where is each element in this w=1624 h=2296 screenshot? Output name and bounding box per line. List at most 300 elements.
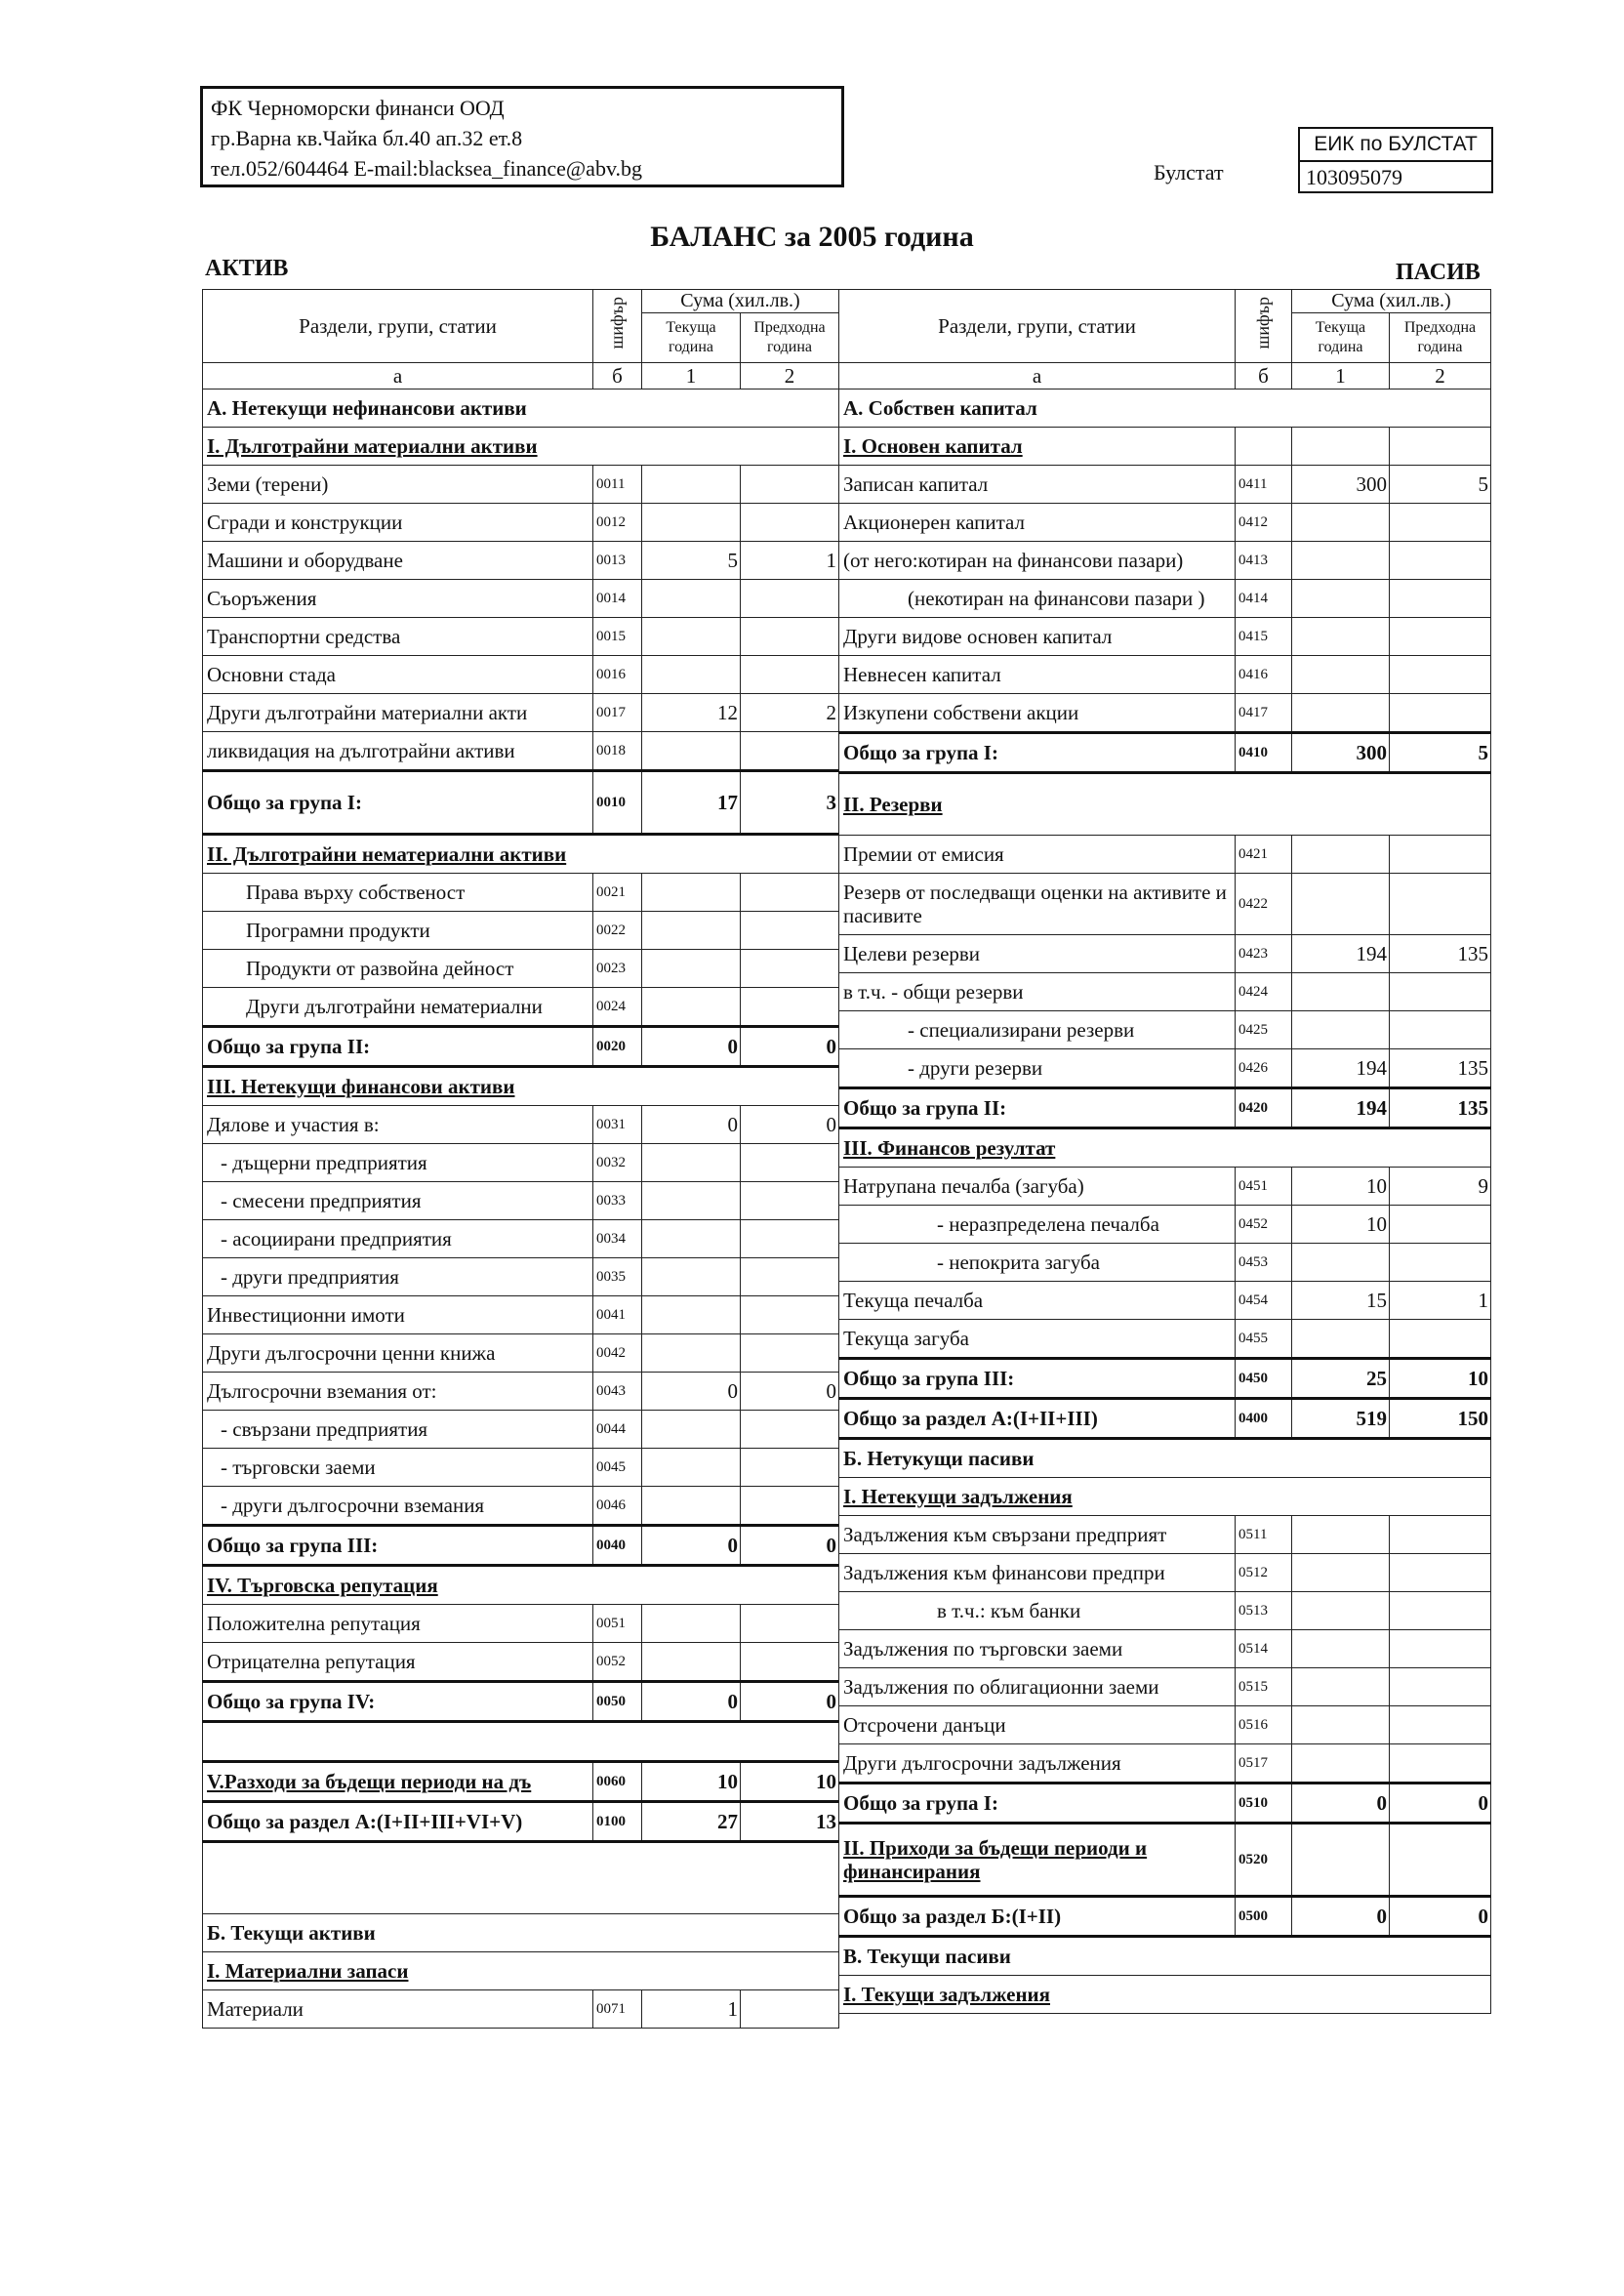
pasiv-row-label: Задължения по облигационни заеми <box>839 1668 1236 1706</box>
pasiv-row-label: Други дългосрочни задължения <box>839 1744 1236 1784</box>
pasiv-row-label: Натрупана печалба (загуба) <box>839 1168 1236 1206</box>
pasiv-row-current <box>1292 618 1390 656</box>
aktiv-row-label: V.Разходи за бъдещи периоди на дъ <box>203 1762 593 1802</box>
aktiv-row <box>203 1952 839 1990</box>
pasiv-row-code: 0415 <box>1236 618 1292 656</box>
pasiv-row <box>839 1784 1491 1824</box>
aktiv-row <box>203 1258 839 1296</box>
aktiv-row-previous <box>741 912 839 950</box>
aktiv-row-code: 0031 <box>593 1106 642 1144</box>
aktiv-row-label: Други дълготрайни нематериални <box>203 988 593 1027</box>
pasiv-row-previous: 0 <box>1390 1784 1491 1824</box>
pasiv-row <box>839 1668 1491 1706</box>
pasiv-row-code: 0455 <box>1236 1320 1292 1359</box>
aktiv-row-label: Дялове и участия в: <box>203 1106 593 1144</box>
pasiv-row-current: 10 <box>1292 1206 1390 1244</box>
aktiv-row-code: 0033 <box>593 1182 642 1220</box>
pasiv-row <box>839 1744 1491 1784</box>
aktiv-row <box>203 1182 839 1220</box>
aktiv-row <box>203 1566 839 1605</box>
aktiv-row <box>203 466 839 504</box>
aktiv-row <box>203 771 839 835</box>
pasiv-row-label: Записан капитал <box>839 466 1236 504</box>
aktiv-row-previous <box>741 1182 839 1220</box>
pasiv-row-label: Задължения към финансови предпри <box>839 1554 1236 1592</box>
pasiv-row-label: А. Собствен капитал <box>839 390 1491 428</box>
aktiv-row-code: 0046 <box>593 1487 642 1526</box>
pasiv-row-previous <box>1390 1011 1491 1049</box>
aktiv-row <box>203 1067 839 1106</box>
pasiv-row-previous <box>1390 1320 1491 1359</box>
pasiv-row-previous <box>1390 1244 1491 1282</box>
aktiv-row <box>203 988 839 1027</box>
aktiv-row-current: 1 <box>642 1990 741 2029</box>
pasiv-row-current <box>1292 580 1390 618</box>
aktiv-row-label: Общо за група I: <box>203 771 593 835</box>
pasiv-row-label: Задължения към свързани предприят <box>839 1516 1236 1554</box>
aktiv-row-previous <box>741 1487 839 1526</box>
pasiv-row <box>839 836 1491 874</box>
aktiv-row-code: 0034 <box>593 1220 642 1258</box>
aktiv-row-current <box>642 912 741 950</box>
pasiv-row-current: 194 <box>1292 1049 1390 1088</box>
pasiv-row-previous <box>1390 1668 1491 1706</box>
aktiv-row-code: 0050 <box>593 1682 642 1722</box>
aktiv-row <box>203 1762 839 1802</box>
pasiv-row-current <box>1292 1668 1390 1706</box>
pasiv-row-code: 0424 <box>1236 973 1292 1011</box>
pasiv-row-label: В. Текущи пасиви <box>839 1937 1491 1976</box>
pasiv-col-sections: Раздели, групи, статии <box>839 290 1236 363</box>
aktiv-row-current <box>642 1411 741 1449</box>
pasiv-row <box>839 1439 1491 1478</box>
aktiv-row-code: 0012 <box>593 504 642 542</box>
aktiv-row-label: Транспортни средства <box>203 618 593 656</box>
pasiv-row-label: Невнесен капитал <box>839 656 1236 694</box>
pasiv-row-label: (некотиран на финансови пазари ) <box>839 580 1236 618</box>
aktiv-row-current: 27 <box>642 1802 741 1842</box>
aktiv-row <box>203 1526 839 1566</box>
pasiv-row-previous: 150 <box>1390 1399 1491 1439</box>
pasiv-row <box>839 935 1491 973</box>
pasiv-row-label: Отсрочени данъци <box>839 1706 1236 1744</box>
aktiv-row <box>203 950 839 988</box>
aktiv-row-current <box>642 1643 741 1682</box>
aktiv-row-previous <box>741 1296 839 1334</box>
pasiv-row-label: (от него:котиран на финансови пазари) <box>839 542 1236 580</box>
aktiv-row-previous: 13 <box>741 1802 839 1842</box>
pasiv-col-code: шифър <box>1236 290 1292 363</box>
aktiv-row-code: 0022 <box>593 912 642 950</box>
pasiv-row-previous <box>1390 1630 1491 1668</box>
pasiv-row-code: 0516 <box>1236 1706 1292 1744</box>
aktiv-row <box>203 835 839 874</box>
aktiv-col-sum: Сума (хил.лв.) <box>642 290 839 313</box>
pasiv-row <box>839 1630 1491 1668</box>
aktiv-row-previous <box>741 580 839 618</box>
aktiv-row-previous <box>741 656 839 694</box>
pasiv-row-previous <box>1390 973 1491 1011</box>
pasiv-row-code: 0511 <box>1236 1516 1292 1554</box>
company-address: гр.Варна кв.Чайка бл.40 ап.32 ет.8 <box>211 126 523 150</box>
aktiv-row-code: 0043 <box>593 1373 642 1411</box>
aktiv-row-current: 12 <box>642 694 741 732</box>
aktiv-row <box>203 428 839 466</box>
pasiv-row-current <box>1292 836 1390 874</box>
aktiv-row-label: Продукти от развойна дейност <box>203 950 593 988</box>
aktiv-row <box>203 1643 839 1682</box>
pasiv-row-current <box>1292 973 1390 1011</box>
aktiv-row <box>203 1220 839 1258</box>
pasiv-col-current: Текуща година <box>1292 313 1390 363</box>
aktiv-row-current <box>642 466 741 504</box>
aktiv-row-current: 17 <box>642 771 741 835</box>
pasiv-row-code: 0426 <box>1236 1049 1292 1088</box>
pasiv-row <box>839 1554 1491 1592</box>
aktiv-row-label: Програмни продукти <box>203 912 593 950</box>
pasiv-row-current <box>1292 1320 1390 1359</box>
pasiv-row-current: 519 <box>1292 1399 1390 1439</box>
aktiv-row-label: Инвестиционни имоти <box>203 1296 593 1334</box>
pasiv-row-code: 0422 <box>1236 874 1292 935</box>
aktiv-row-code: 0071 <box>593 1990 642 2029</box>
pasiv-row <box>839 1049 1491 1088</box>
pasiv-row-label: I. Нетекущи задължения <box>839 1478 1491 1516</box>
pasiv-row <box>839 973 1491 1011</box>
pasiv-row-current: 300 <box>1292 466 1390 504</box>
pasiv-row-current <box>1292 1011 1390 1049</box>
aktiv-row-label: Положителна репутация <box>203 1605 593 1643</box>
aktiv-row-label: Отрицателна репутация <box>203 1643 593 1682</box>
aktiv-row-current <box>642 656 741 694</box>
aktiv-row-label: - други дългосрочни вземания <box>203 1487 593 1526</box>
aktiv-row-code: 0013 <box>593 542 642 580</box>
bulstat-number: 103095079 <box>1306 165 1402 189</box>
aktiv-row-code: 0011 <box>593 466 642 504</box>
pasiv-row <box>839 1824 1491 1897</box>
aktiv-row-label: I. Дълготрайни материални активи <box>203 428 839 466</box>
pasiv-row-previous: 135 <box>1390 1049 1491 1088</box>
pasiv-row-code: 0450 <box>1236 1359 1292 1399</box>
pasiv-row-code: 0417 <box>1236 694 1292 733</box>
pasiv-row-current <box>1292 656 1390 694</box>
aktiv-row-current <box>642 1605 741 1643</box>
aktiv-row-current <box>642 504 741 542</box>
pasiv-row-label: Акционерен капитал <box>839 504 1236 542</box>
aktiv-row-label: Общо за раздел А:(I+II+III+VI+V) <box>203 1802 593 1842</box>
aktiv-row-previous <box>741 1334 839 1373</box>
pasiv-row-code: 0421 <box>1236 836 1292 874</box>
aktiv-row-code: 0023 <box>593 950 642 988</box>
aktiv-row-label: Земи (терени) <box>203 466 593 504</box>
aktiv-row <box>203 874 839 912</box>
pasiv-row <box>839 1399 1491 1439</box>
pasiv-row-current <box>1292 504 1390 542</box>
aktiv-row-label: Съоръжения <box>203 580 593 618</box>
company-name: ФК Черноморски финанси ООД <box>211 96 505 120</box>
pasiv-row-label: II. Приходи за бъдещи периоди и финансирания <box>839 1824 1236 1897</box>
aktiv-row <box>203 542 839 580</box>
pasiv-row-label: III. Финансов резултат <box>839 1128 1491 1168</box>
aktiv-row-label: Сгради и конструкции <box>203 504 593 542</box>
aktiv-row-label: Основни стада <box>203 656 593 694</box>
pasiv-row-code: 0500 <box>1236 1897 1292 1937</box>
aktiv-row-label: - дъщерни предприятия <box>203 1144 593 1182</box>
pasiv-row-label: Изкупени собствени акции <box>839 694 1236 733</box>
pasiv-row-label: Резерв от последващи оценки на активите и пасивите <box>839 874 1236 935</box>
pasiv-label: ПАСИВ <box>1396 260 1481 285</box>
pasiv-row <box>839 1976 1491 2014</box>
pasiv-row <box>839 773 1491 836</box>
aktiv-row <box>203 1411 839 1449</box>
aktiv-row-label: - други предприятия <box>203 1258 593 1296</box>
aktiv-col-code: шифър <box>593 290 642 363</box>
aktiv-row-current <box>642 1487 741 1526</box>
aktiv-row-previous: 3 <box>741 771 839 835</box>
aktiv-row <box>203 1914 839 1952</box>
pasiv-row <box>839 618 1491 656</box>
aktiv-row-label: III. Нетекущи финансови активи <box>203 1067 839 1106</box>
pasiv-row <box>839 542 1491 580</box>
pasiv-row-label: Общо за раздел Б:(I+II) <box>839 1897 1236 1937</box>
aktiv-row-label: Други дългосрочни ценни книжа <box>203 1334 593 1373</box>
pasiv-row-label: Общо за група I: <box>839 733 1236 773</box>
pasiv-row-code: 0510 <box>1236 1784 1292 1824</box>
aktiv-row-previous <box>741 988 839 1027</box>
pasiv-row-current <box>1292 1706 1390 1744</box>
pasiv-row-current: 15 <box>1292 1282 1390 1320</box>
aktiv-row <box>203 1842 839 1914</box>
pasiv-row-previous: 135 <box>1390 1088 1491 1128</box>
pasiv-row-previous <box>1390 618 1491 656</box>
pasiv-row-current <box>1292 1824 1390 1897</box>
aktiv-row <box>203 1990 839 2029</box>
aktiv-row <box>203 1802 839 1842</box>
pasiv-row-code: 0451 <box>1236 1168 1292 1206</box>
pasiv-row-label: II. Резерви <box>839 773 1491 836</box>
pasiv-row-code: 0513 <box>1236 1592 1292 1630</box>
pasiv-row-previous: 1 <box>1390 1282 1491 1320</box>
pasiv-row-label: Общо за група III: <box>839 1359 1236 1399</box>
pasiv-row <box>839 1206 1491 1244</box>
pasiv-row-previous: 0 <box>1390 1897 1491 1937</box>
pasiv-row-code: 0425 <box>1236 1011 1292 1049</box>
pasiv-row-previous <box>1390 694 1491 733</box>
bulstat-box <box>1298 127 1493 193</box>
pasiv-row-current: 194 <box>1292 935 1390 973</box>
aktiv-row-label: Права върху собственост <box>203 874 593 912</box>
pasiv-row-current: 194 <box>1292 1088 1390 1128</box>
pasiv-row-label: в т.ч.: към банки <box>839 1592 1236 1630</box>
aktiv-row <box>203 656 839 694</box>
pasiv-row <box>839 466 1491 504</box>
pasiv-row <box>839 1592 1491 1630</box>
pasiv-row <box>839 694 1491 733</box>
bulstat-header: ЕИК по БУЛСТАТ <box>1300 129 1491 162</box>
pasiv-row <box>839 1897 1491 1937</box>
aktiv-row-code: 0051 <box>593 1605 642 1643</box>
aktiv-row-label: Материали <box>203 1990 593 2029</box>
pasiv-row <box>839 733 1491 773</box>
aktiv-row <box>203 694 839 732</box>
aktiv-row-code: 0017 <box>593 694 642 732</box>
aktiv-row-previous <box>741 1449 839 1487</box>
pasiv-row <box>839 504 1491 542</box>
pasiv-row-previous <box>1390 1744 1491 1784</box>
aktiv-col-previous: Предходна година <box>741 313 839 363</box>
pasiv-row-label: Целеви резерви <box>839 935 1236 973</box>
aktiv-row <box>203 1605 839 1643</box>
pasiv-row-previous <box>1390 1706 1491 1744</box>
pasiv-row-current <box>1292 1516 1390 1554</box>
pasiv-row-label: Текуща загуба <box>839 1320 1236 1359</box>
aktiv-row-current: 5 <box>642 542 741 580</box>
aktiv-row-label: Общо за група II: <box>203 1027 593 1067</box>
aktiv-row-current <box>642 580 741 618</box>
aktiv-row-label: II. Дълготрайни нематериални активи <box>203 835 839 874</box>
aktiv-row-label <box>203 1722 839 1762</box>
pasiv-row-previous <box>1390 874 1491 935</box>
aktiv-row <box>203 912 839 950</box>
pasiv-row-label: - специализирани резерви <box>839 1011 1236 1049</box>
pasiv-row-current <box>1292 1592 1390 1630</box>
aktiv-row-current: 0 <box>642 1027 741 1067</box>
aktiv-row-current <box>642 1144 741 1182</box>
aktiv-row-previous <box>741 504 839 542</box>
aktiv-row-previous <box>741 466 839 504</box>
aktiv-col-current: Текуща година <box>642 313 741 363</box>
pasiv-row-current: 10 <box>1292 1168 1390 1206</box>
aktiv-row-code: 0016 <box>593 656 642 694</box>
aktiv-row <box>203 618 839 656</box>
pasiv-row-code: 0452 <box>1236 1206 1292 1244</box>
aktiv-row <box>203 1722 839 1762</box>
aktiv-row-previous <box>741 1220 839 1258</box>
pasiv-row-code: 0512 <box>1236 1554 1292 1592</box>
pasiv-row-previous: 135 <box>1390 935 1491 973</box>
aktiv-row <box>203 1487 839 1526</box>
pasiv-row-code: 0454 <box>1236 1282 1292 1320</box>
document-title: БАЛАНС за 2005 година <box>650 221 974 253</box>
aktiv-row-code: 0040 <box>593 1526 642 1566</box>
aktiv-row-previous: 0 <box>741 1106 839 1144</box>
pasiv-row-label: Б. Нетукущи пасиви <box>839 1439 1491 1478</box>
aktiv-row <box>203 1334 839 1373</box>
aktiv-row <box>203 580 839 618</box>
aktiv-col-sections: Раздели, групи, статии <box>203 290 593 363</box>
pasiv-row <box>839 1128 1491 1168</box>
pasiv-row <box>839 428 1491 466</box>
pasiv-row <box>839 580 1491 618</box>
aktiv-row <box>203 1027 839 1067</box>
pasiv-row-code: 0412 <box>1236 504 1292 542</box>
pasiv-row-current <box>1292 1244 1390 1282</box>
pasiv-header-row <box>839 290 1491 313</box>
bulstat-label: Булстат <box>1154 160 1224 184</box>
pasiv-row <box>839 1937 1491 1976</box>
aktiv-row-current <box>642 1296 741 1334</box>
pasiv-row-previous <box>1390 542 1491 580</box>
aktiv-row <box>203 732 839 771</box>
aktiv-row-code: 0042 <box>593 1334 642 1373</box>
pasiv-row-code: 0400 <box>1236 1399 1292 1439</box>
pasiv-row-current <box>1292 694 1390 733</box>
aktiv-row-current <box>642 950 741 988</box>
aktiv-row-current <box>642 732 741 771</box>
pasiv-row-previous <box>1390 1554 1491 1592</box>
aktiv-row <box>203 1144 839 1182</box>
pasiv-row-current: 0 <box>1292 1784 1390 1824</box>
pasiv-row-previous: 9 <box>1390 1168 1491 1206</box>
aktiv-row-previous <box>741 874 839 912</box>
pasiv-row-previous <box>1390 1824 1491 1897</box>
aktiv-row-previous: 0 <box>741 1373 839 1411</box>
pasiv-col-previous: Предходна година <box>1390 313 1491 363</box>
pasiv-row-code: 0520 <box>1236 1824 1292 1897</box>
aktiv-row-code: 0024 <box>593 988 642 1027</box>
aktiv-row-current: 10 <box>642 1762 741 1802</box>
pasiv-row-code: 0411 <box>1236 466 1292 504</box>
pasiv-row-current <box>1292 1744 1390 1784</box>
company-contact: тел.052/604464 E-mail:blacksea_finance@abv.bg <box>211 156 643 181</box>
pasiv-row-previous <box>1390 580 1491 618</box>
pasiv-row-current <box>1292 1630 1390 1668</box>
aktiv-row-code: 0035 <box>593 1258 642 1296</box>
pasiv-row-previous <box>1390 836 1491 874</box>
aktiv-row-code: 0060 <box>593 1762 642 1802</box>
aktiv-row-previous <box>741 1643 839 1682</box>
pasiv-row-code: 0420 <box>1236 1088 1292 1128</box>
aktiv-row-previous: 0 <box>741 1526 839 1566</box>
aktiv-row-label: Машини и оборудване <box>203 542 593 580</box>
aktiv-row <box>203 1106 839 1144</box>
aktiv-row <box>203 1373 839 1411</box>
aktiv-row-label: Дългосрочни вземания от: <box>203 1373 593 1411</box>
aktiv-row-current <box>642 1334 741 1373</box>
aktiv-row-label: Общо за група IV: <box>203 1682 593 1722</box>
aktiv-row-label: - свързани предприятия <box>203 1411 593 1449</box>
pasiv-row-previous <box>1390 1516 1491 1554</box>
pasiv-row-current <box>1292 1554 1390 1592</box>
aktiv-row-current <box>642 1449 741 1487</box>
pasiv-row-label: Задължения по търговски заеми <box>839 1630 1236 1668</box>
aktiv-row-previous: 10 <box>741 1762 839 1802</box>
aktiv-row-current <box>642 1258 741 1296</box>
aktiv-row <box>203 1449 839 1487</box>
aktiv-row-previous <box>741 1990 839 2029</box>
pasiv-row-current <box>1292 428 1390 466</box>
aktiv-row-current <box>642 1220 741 1258</box>
aktiv-row-current <box>642 874 741 912</box>
pasiv-row-code: 0453 <box>1236 1244 1292 1282</box>
aktiv-row-code: 0045 <box>593 1449 642 1487</box>
pasiv-row-code <box>1236 428 1292 466</box>
pasiv-row-label: Други видове основен капитал <box>839 618 1236 656</box>
pasiv-row-label: I. Текущи задължения <box>839 1976 1491 2014</box>
pasiv-row-label: Общо за група II: <box>839 1088 1236 1128</box>
aktiv-row <box>203 1296 839 1334</box>
pasiv-row <box>839 874 1491 935</box>
pasiv-row-code: 0413 <box>1236 542 1292 580</box>
aktiv-row-previous <box>741 618 839 656</box>
pasiv-row-code: 0514 <box>1236 1630 1292 1668</box>
pasiv-row-current: 300 <box>1292 733 1390 773</box>
pasiv-row-previous <box>1390 656 1491 694</box>
aktiv-header-row <box>203 290 839 313</box>
aktiv-row-previous: 2 <box>741 694 839 732</box>
company-info-box <box>200 86 844 187</box>
pasiv-row <box>839 390 1491 428</box>
